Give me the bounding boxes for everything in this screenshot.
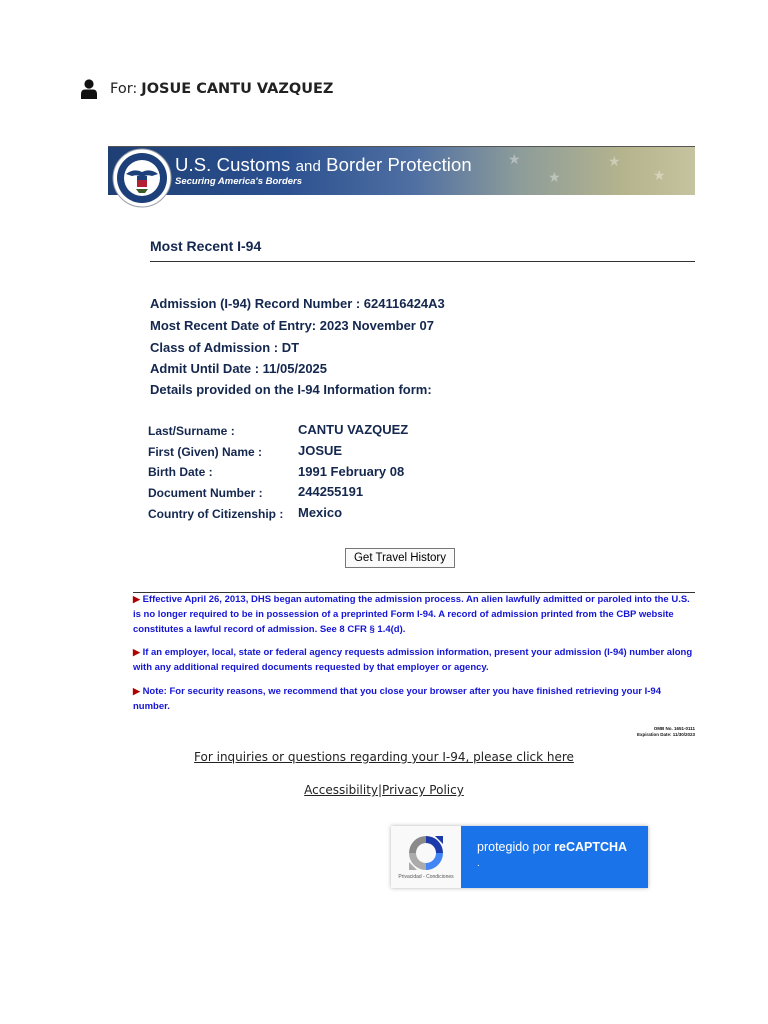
citizenship-label: Country of Citizenship :	[148, 507, 284, 521]
triangle-bullet-icon: ▶	[133, 647, 140, 657]
surname-value: CANTU VAZQUEZ	[298, 422, 409, 437]
triangle-bullet-icon: ▶	[133, 594, 140, 604]
footer-links	[0, 783, 768, 797]
inquiry-row	[0, 750, 768, 764]
recaptcha-logo-icon	[405, 832, 447, 874]
birth-date-label: Birth Date :	[148, 465, 213, 479]
banner-title-part1: U.S. Customs	[175, 154, 296, 175]
user-icon	[80, 79, 98, 99]
birth-date-value: 1991 February 08	[298, 464, 405, 479]
banner-star-icon: ★	[508, 151, 521, 167]
inquiry-link[interactable]: For inquiries or questions regarding your I-94, please click here	[194, 750, 574, 764]
banner-title-and: and	[295, 158, 321, 175]
dhs-seal-icon	[112, 148, 172, 208]
omb-expiration: Expiration Date: 11/30/2023	[636, 732, 695, 737]
banner-star-icon: ★	[653, 167, 666, 183]
recaptcha-logo-area	[391, 826, 461, 888]
note-security-text: Note: For security reasons, we recommend that you close your browser after you have finished retrieving your I-94 number.	[133, 686, 661, 712]
privacy-policy-link[interactable]: Privacy Policy	[382, 783, 464, 797]
banner-star-icon: ★	[608, 153, 621, 169]
recaptcha-terms[interactable]: Privacidad - Condiciones	[398, 874, 454, 880]
recaptcha-panel	[461, 826, 648, 888]
banner-subtitle: Securing America's Borders	[175, 176, 303, 187]
details-intro: Details provided on the I-94 Information form:	[150, 382, 432, 397]
record-number: Admission (I-94) Record Number : 624116424A3	[150, 296, 445, 311]
section-title: Most Recent I-94	[150, 238, 262, 254]
document-number-value: 244255191	[298, 484, 364, 499]
banner-title	[175, 154, 472, 176]
omb-number: OMB No. 1651-0111	[653, 726, 695, 731]
note-employer	[133, 645, 695, 675]
admit-until-date: Admit Until Date : 11/05/2025	[150, 361, 328, 376]
recaptcha-brand: reCAPTCHA	[554, 840, 628, 854]
person-name: JOSUE CANTU VAZQUEZ	[141, 81, 334, 97]
triangle-bullet-icon: ▶	[133, 686, 140, 696]
surname-label: Last/Surname :	[148, 424, 235, 438]
note-security	[133, 684, 695, 714]
for-line	[80, 76, 333, 102]
for-label: For:	[110, 81, 138, 97]
given-name-value: JOSUE	[298, 443, 343, 458]
banner-title-part2: Border Protection	[320, 154, 472, 175]
recaptcha-dot: .	[477, 858, 480, 869]
note-employer-text: If an employer, local, state or federal agency requests admission information, present your admission (I-94) number along with any additional required documents requested by that employer or agency.	[133, 647, 693, 673]
class-of-admission: Class of Admission : DT	[150, 340, 300, 355]
given-name-label: First (Given) Name :	[148, 445, 263, 459]
recaptcha-protected-by: protegido por	[477, 840, 555, 854]
note-automation	[133, 592, 695, 637]
document-number-label: Document Number :	[148, 486, 263, 500]
note-automation-text: Effective April 26, 2013, DHS began automating the admission process. An alien lawfully admitted or paroled into the U.S. is no longer required to be in possession of a preprinted Form I-94. A record of admission printed from the CBP website constitutes a lawful record of admission. See 8 CFR § 1.4(d).	[133, 594, 690, 635]
recaptcha-badge[interactable]	[391, 826, 648, 888]
accessibility-link[interactable]: Accessibility	[304, 783, 378, 797]
section-divider	[150, 261, 695, 262]
citizenship-value: Mexico	[298, 505, 343, 520]
recaptcha-text	[477, 840, 627, 854]
get-travel-history-button[interactable]: Get Travel History	[345, 548, 455, 568]
footer-separator: |	[378, 783, 383, 797]
omb-info	[560, 726, 695, 738]
banner-star-icon: ★	[548, 169, 561, 185]
entry-date: Most Recent Date of Entry: 2023 November 07	[150, 318, 434, 333]
